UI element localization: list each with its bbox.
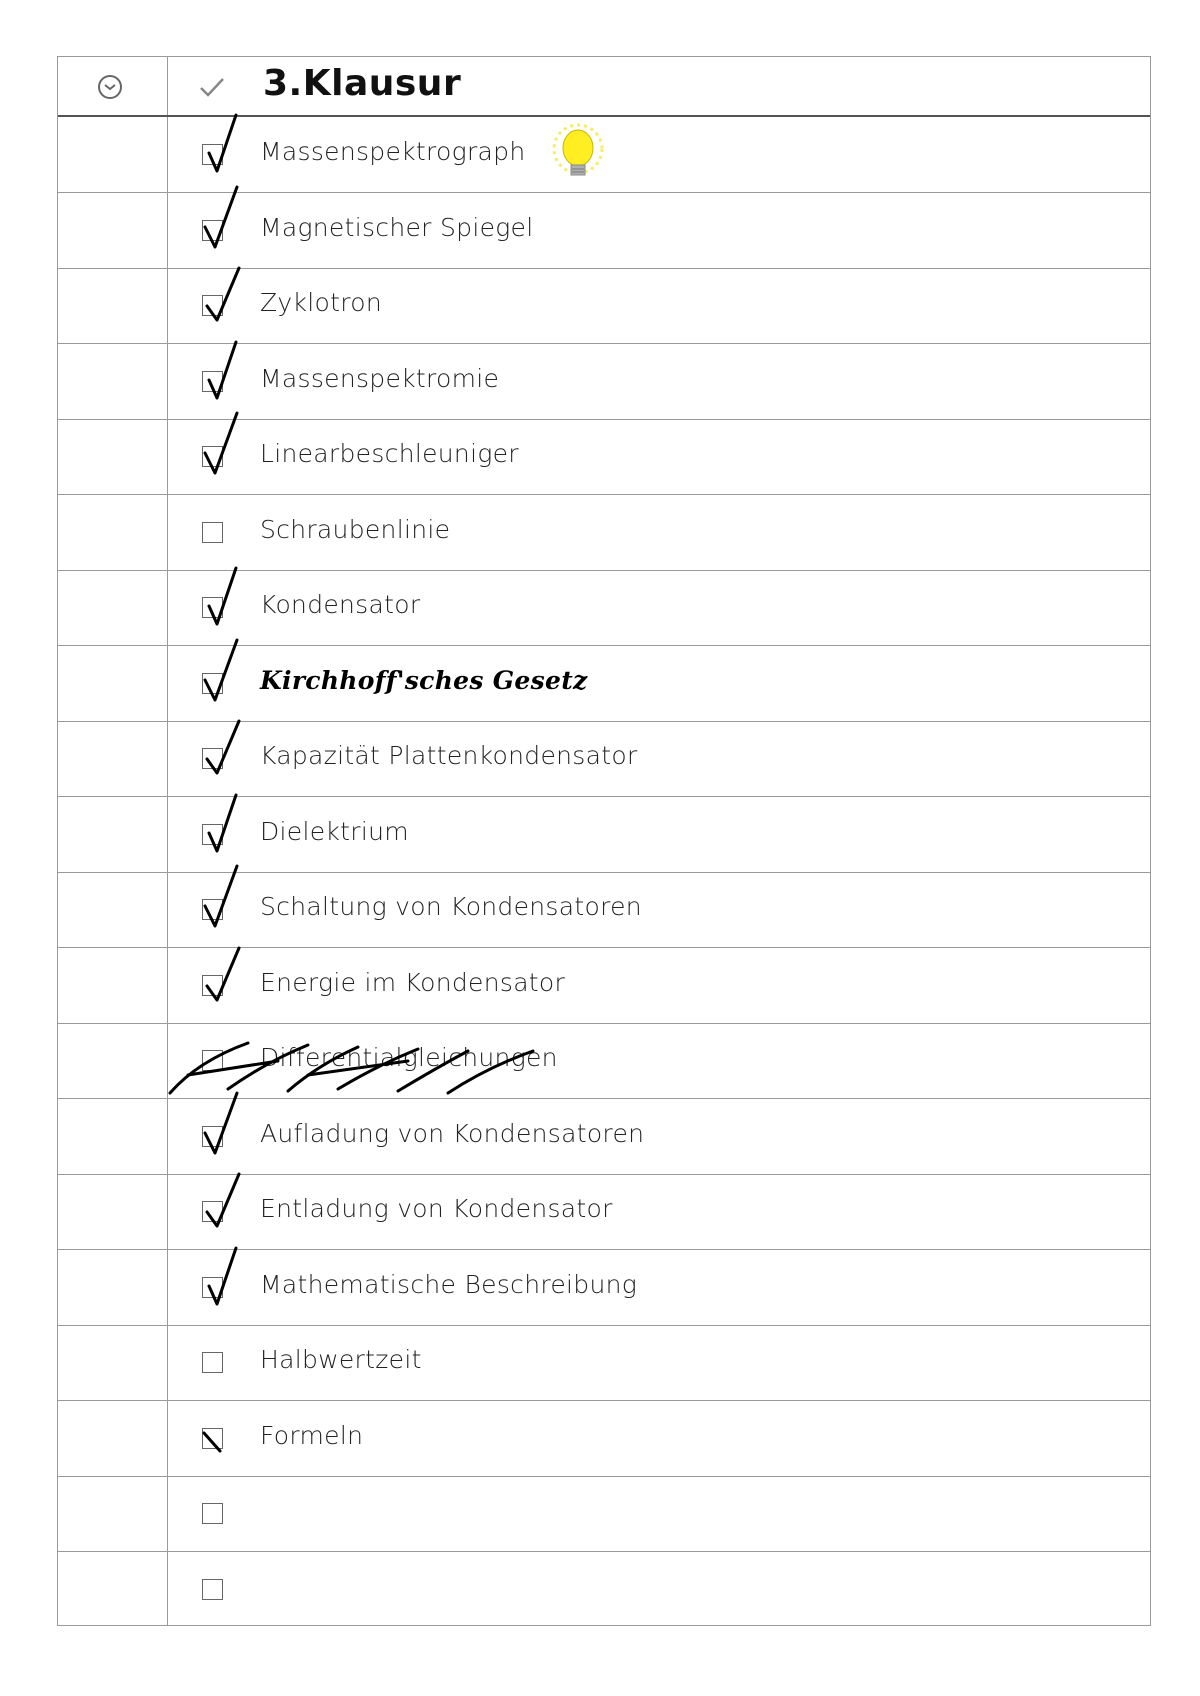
list-item[interactable]	[58, 1476, 1150, 1552]
checkbox[interactable]	[202, 220, 223, 241]
header-row	[58, 57, 1150, 117]
checkbox[interactable]	[202, 371, 223, 392]
item-label: Schaltung von Kondensatoren	[260, 892, 642, 921]
list-item[interactable]	[58, 1174, 1150, 1250]
clock-icon[interactable]	[96, 73, 124, 101]
item-label: Massenspektromie	[260, 363, 500, 393]
checkbox[interactable]	[202, 144, 223, 165]
checkbox[interactable]	[202, 1503, 223, 1524]
item-label: Kirchhoff'sches Gesetz	[260, 665, 588, 695]
checkbox[interactable]	[202, 1050, 223, 1071]
item-label: Mathematische Beschreibung	[260, 1269, 638, 1299]
checkbox[interactable]	[202, 446, 223, 467]
list-item[interactable]	[58, 1325, 1150, 1401]
item-label: Massenspektrograph	[260, 137, 526, 166]
list-item[interactable]	[58, 1401, 1150, 1477]
checkbox[interactable]	[202, 1352, 223, 1373]
list-item[interactable]	[58, 948, 1150, 1024]
item-label: Schraubenlinie	[260, 514, 451, 544]
list-item[interactable]	[58, 117, 1150, 193]
list-item[interactable]	[58, 193, 1150, 269]
item-label: Entladung von Kondensator	[260, 1194, 613, 1223]
checkbox[interactable]	[202, 975, 223, 996]
list-item[interactable]	[58, 646, 1150, 722]
item-label: Kondensator	[260, 590, 421, 619]
item-label: Differentialgleichungen	[260, 1043, 558, 1072]
lightbulb-icon	[548, 121, 608, 191]
checkbox[interactable]	[202, 748, 223, 769]
checklist-sheet	[57, 56, 1151, 1626]
list-item[interactable]	[58, 872, 1150, 948]
list-item[interactable]	[58, 1250, 1150, 1326]
checkbox[interactable]	[202, 1277, 223, 1298]
checkbox[interactable]	[202, 1126, 223, 1147]
list-item[interactable]	[58, 797, 1150, 873]
list-item[interactable]	[58, 344, 1150, 420]
checkbox[interactable]	[202, 1579, 223, 1600]
list-item[interactable]	[58, 570, 1150, 646]
checkbox[interactable]	[202, 1428, 223, 1449]
list-item[interactable]	[58, 1552, 1150, 1628]
check-icon[interactable]	[198, 75, 226, 99]
item-label: Halbwertzeit	[260, 1345, 422, 1374]
list-item[interactable]	[58, 419, 1150, 495]
item-label: Energie im Kondensator	[260, 967, 566, 997]
list-item[interactable]	[58, 1099, 1150, 1175]
item-label: Formeln	[260, 1420, 364, 1450]
item-label: Linearbeschleuniger	[260, 439, 519, 468]
checkbox[interactable]	[202, 1201, 223, 1222]
item-label: Kapazität Plattenkondensator	[260, 741, 638, 770]
list-item[interactable]	[58, 721, 1150, 797]
item-label: Zyklotron	[260, 288, 383, 317]
checkbox[interactable]	[202, 899, 223, 920]
item-label: Magnetischer Spiegel	[260, 212, 534, 242]
checkbox[interactable]	[202, 597, 223, 618]
item-label: Dielektrium	[260, 816, 409, 846]
list-title: 3.Klausur	[263, 63, 462, 104]
checkbox[interactable]	[202, 295, 223, 316]
list-item[interactable]	[58, 1023, 1150, 1099]
item-label: Aufladung von Kondensatoren	[260, 1118, 645, 1148]
list-item[interactable]	[58, 268, 1150, 344]
checkbox[interactable]	[202, 522, 223, 543]
list-item[interactable]	[58, 495, 1150, 571]
checkbox[interactable]	[202, 673, 223, 694]
checkbox[interactable]	[202, 824, 223, 845]
